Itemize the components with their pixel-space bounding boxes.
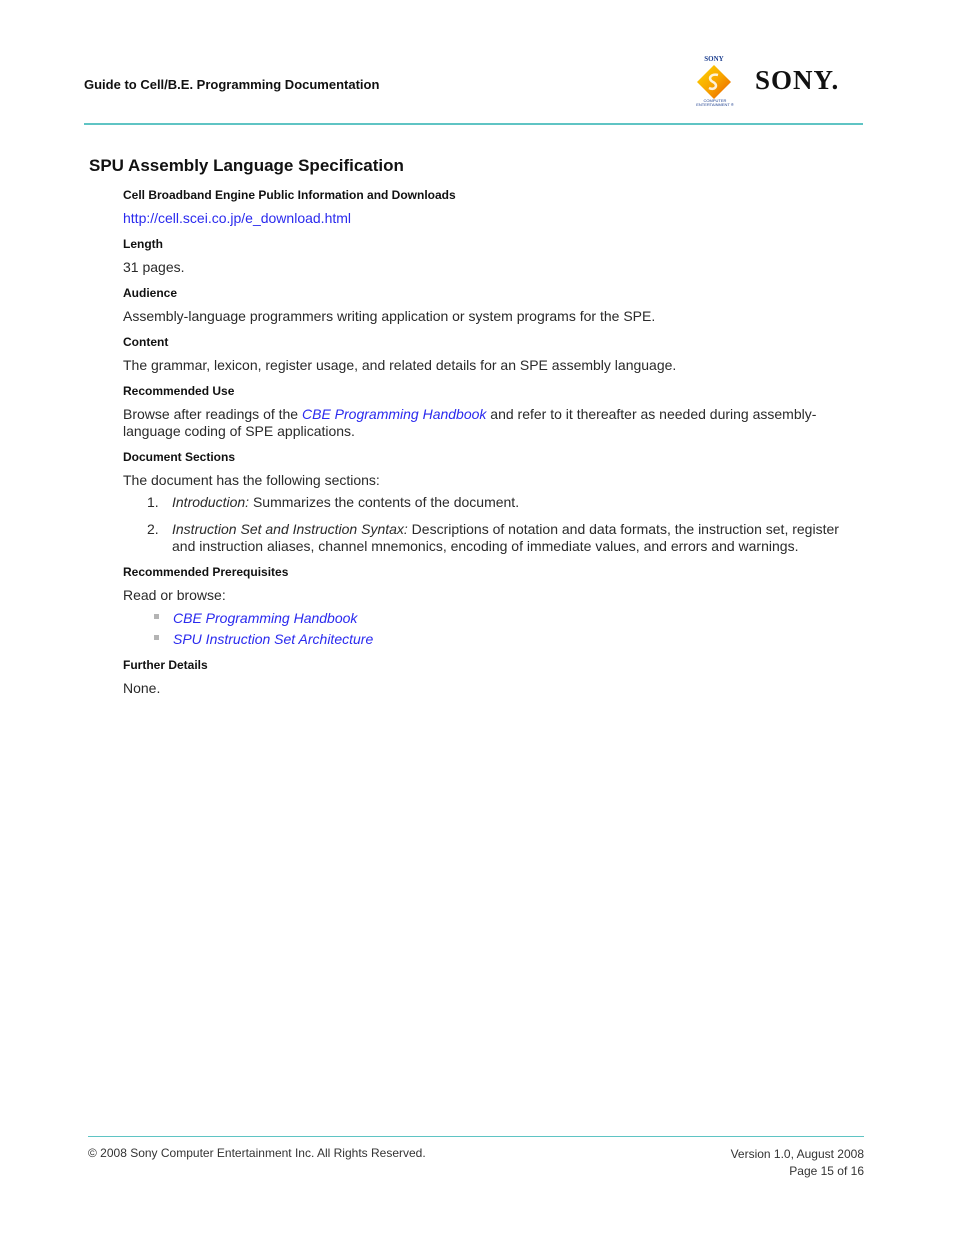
audience-text: Assembly-language programmers writing application or system programs for the SPE. bbox=[123, 308, 656, 324]
header-divider bbox=[84, 123, 863, 125]
prerequisites-list bbox=[123, 610, 858, 648]
prerequisites-heading: Recommended Prerequisites bbox=[123, 565, 289, 579]
recommended-use-heading: Recommended Use bbox=[123, 384, 235, 398]
prereq-link-cbe-handbook[interactable]: CBE Programming Handbook bbox=[173, 610, 358, 626]
list-item: 1. Introduction: Summarizes the contents of the document. bbox=[147, 494, 520, 510]
sections-list bbox=[123, 494, 858, 555]
document-body bbox=[123, 188, 858, 697]
prerequisites-intro: Read or browse: bbox=[123, 587, 226, 603]
sony-logo: SONY. bbox=[755, 65, 840, 95]
footer-version: Version 1.0, August 2008 bbox=[730, 1147, 864, 1161]
running-header-title: Guide to Cell/B.E. Programming Documentation bbox=[84, 77, 380, 92]
prereq-link-spu-isa[interactable]: SPU Instruction Set Architecture bbox=[173, 631, 374, 647]
document-sections-heading: Document Sections bbox=[123, 450, 236, 464]
sce-logo-caption: COMPUTER ENTERTAINMENT ® bbox=[696, 98, 734, 107]
further-details-heading: Further Details bbox=[123, 658, 208, 672]
sce-logo bbox=[694, 55, 736, 111]
square-bullet-icon bbox=[154, 635, 159, 640]
download-link[interactable]: http://cell.scei.co.jp/e_download.html bbox=[123, 210, 352, 226]
length-text: 31 pages. bbox=[123, 259, 185, 275]
cbe-handbook-link[interactable]: CBE Programming Handbook bbox=[302, 406, 487, 422]
list-item bbox=[123, 610, 858, 627]
recommended-use-text: Browse after readings of the CBE Programming Handbook and refer to it thereafter as needed during assembly-language coding of SPE applications. bbox=[123, 406, 817, 439]
footer-version-block bbox=[731, 1146, 864, 1180]
further-details-text: None. bbox=[123, 680, 161, 696]
sce-logo-wordmark: SONY bbox=[704, 55, 724, 63]
footer-copyright: © 2008 Sony Computer Entertainment Inc. All Rights Reserved. bbox=[88, 1146, 426, 1160]
list-item: 2. Instruction Set and Instruction Syntax: Descriptions of notation and data formats, the instruction set, register and instruction aliases, channel mnemonics, encoding of immediate values, and errors and warnings. bbox=[147, 521, 839, 554]
page-title: SPU Assembly Language Specification bbox=[89, 156, 404, 175]
footer-divider bbox=[88, 1136, 864, 1137]
document-sections-intro: The document has the following sections: bbox=[123, 472, 380, 488]
content-heading: Content bbox=[123, 335, 169, 349]
square-bullet-icon bbox=[154, 614, 159, 619]
downloads-heading: Cell Broadband Engine Public Information and Downloads bbox=[123, 188, 456, 202]
audience-heading: Audience bbox=[123, 286, 178, 300]
content-text: The grammar, lexicon, register usage, and related details for an SPE assembly language. bbox=[123, 357, 677, 373]
length-heading: Length bbox=[123, 237, 163, 251]
footer-page-number: Page 15 of 16 bbox=[789, 1164, 864, 1178]
list-item bbox=[123, 631, 858, 648]
